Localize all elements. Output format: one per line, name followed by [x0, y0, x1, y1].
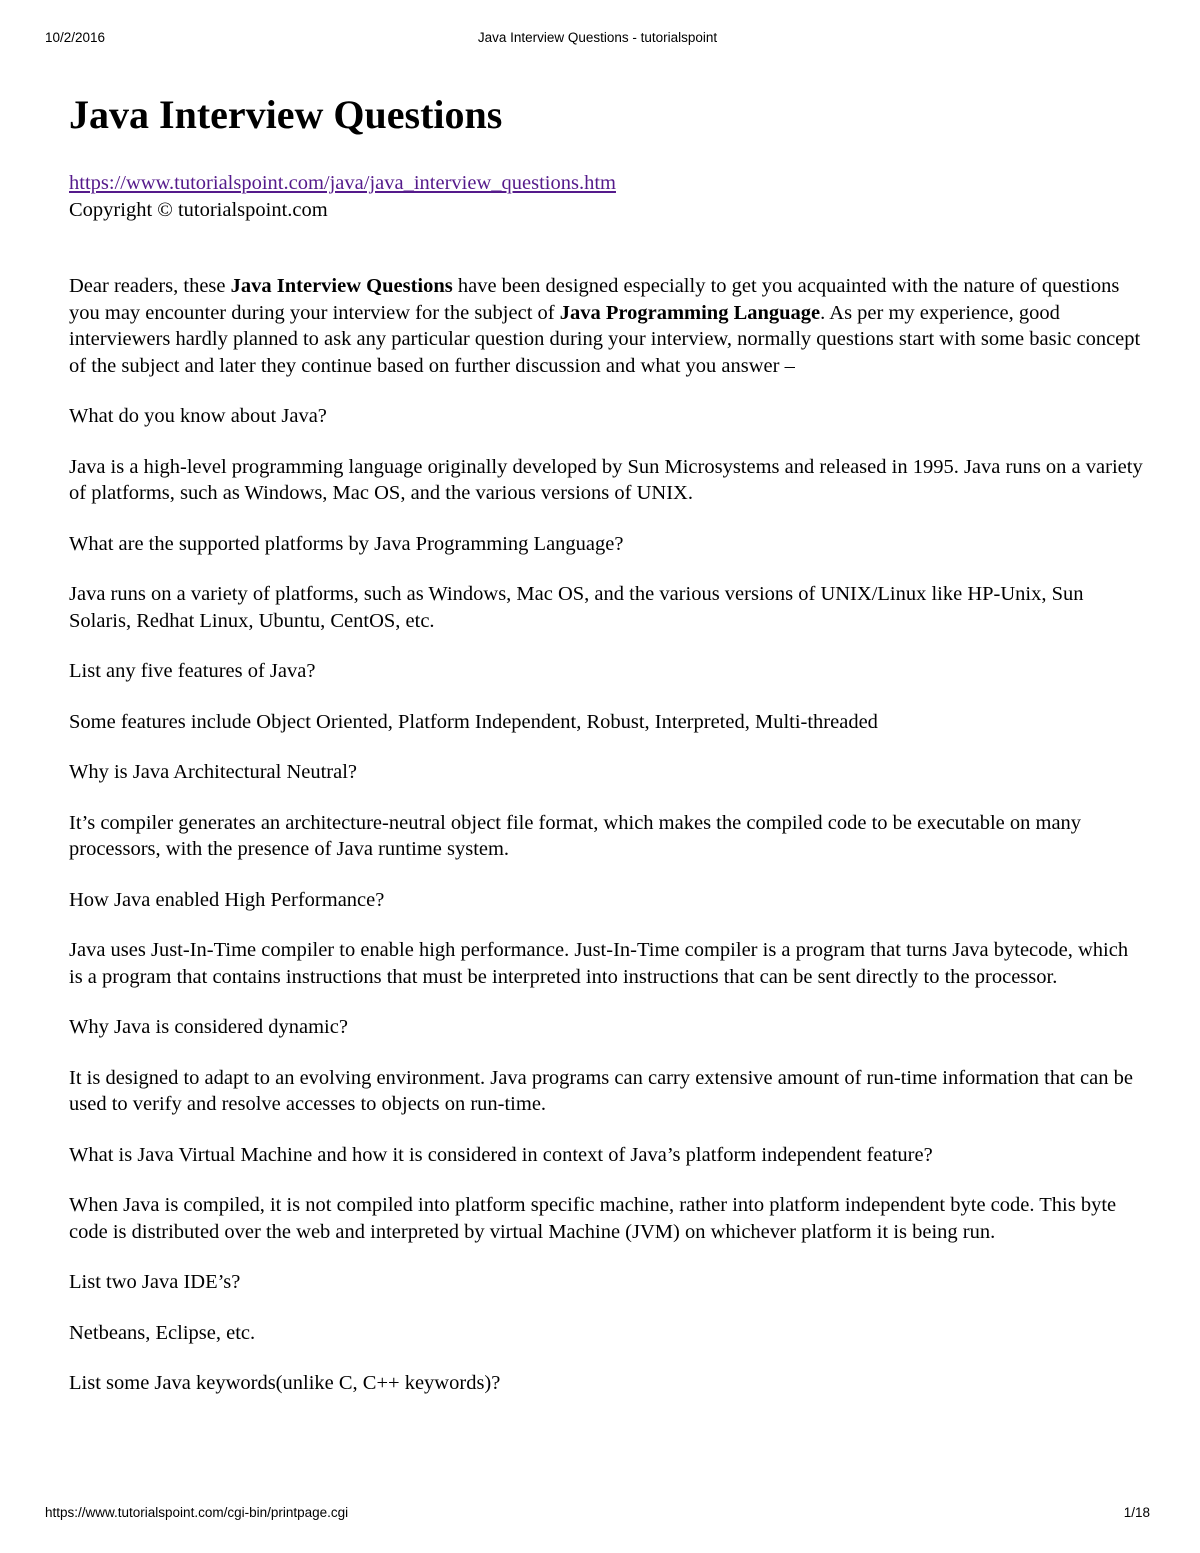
question: Why Java is considered dynamic? [69, 1016, 348, 1038]
answer: It is designed to adapt to an evolving environment. Java programs can carry extensive amount of run-time information that can be used to verify and resolve accesses to objects on run-time. [69, 1066, 1133, 1115]
intro-text-3: . As per my experience, good interviewers hardly planned to ask any particular question during your interview, normally questions start with some basic concept of the subject and later they continue based on further discussion and what you answer – [69, 301, 1141, 377]
question: List two Java IDE’s? [69, 1271, 241, 1293]
source-link[interactable]: https://www.tutorialspoint.com/java/java_interview_questions.htm [69, 172, 616, 194]
print-date: 10/2/2016 [45, 30, 106, 45]
print-url: https://www.tutorialspoint.com/cgi-bin/printpage.cgi [45, 1505, 349, 1520]
answer: Java uses Just-In-Time compiler to enable high performance. Just-In-Time compiler is a program that turns Java bytecode, which is a program that contains instructions that must be interpreted into instructions that can be sent directly to the processor. [69, 939, 1129, 988]
print-header [45, 30, 1150, 50]
answer: When Java is compiled, it is not compiled into platform specific machine, rather into platform independent byte code. This byte code is distributed over the web and interpreted by virtual Machine (JVM) on whichever platform it is being run. [69, 1194, 1117, 1243]
print-footer [45, 1505, 1150, 1525]
source-link-line [69, 170, 1144, 197]
intro-text-2: have been designed especially to get you acquainted with the nature of questions you may encounter during your interview for the subject of [69, 275, 1120, 324]
intro-text-1: Dear readers, these [69, 275, 231, 297]
copyright: Copyright © tutorialspoint.com [69, 198, 328, 221]
document-body [69, 90, 1144, 1421]
question: What is Java Virtual Machine and how it is considered in context of Java’s platform independent feature? [69, 1143, 933, 1166]
intro-bold-2: Java Programming Language [559, 301, 821, 324]
print-page-title: Java Interview Questions - tutorialspoint [477, 30, 718, 45]
intro-bold-1: Java Interview Questions [230, 275, 453, 297]
question: List any five features of Java? [69, 660, 316, 682]
answer: It’s compiler generates an architecture-neutral object file format, which makes the compiled code to be executable on many processors, with the presence of Java runtime system. [69, 811, 1082, 860]
answer: Some features include Object Oriented, Platform Independent, Robust, Interpreted, Multi-threaded [69, 710, 878, 733]
answer: Java is a high-level programming language originally developed by Sun Microsystems and released in 1995. Java runs on a variety of platforms, such as Windows, Mac OS, and the various versions of UNIX. [69, 455, 1143, 504]
question: List some Java keywords(unlike C, C++ keywords)? [69, 1372, 501, 1394]
page-number: 1/18 [1123, 1505, 1150, 1520]
question: How Java enabled High Performance? [69, 888, 385, 911]
question: Why is Java Architectural Neutral? [69, 761, 358, 783]
answer: Netbeans, Eclipse, etc. [69, 1321, 256, 1344]
question: What are the supported platforms by Java Programming Language? [69, 532, 624, 555]
page-title: Java Interview Questions [69, 92, 503, 137]
question: What do you know about Java? [69, 405, 327, 427]
intro-paragraph [69, 273, 1144, 379]
answer: Java runs on a variety of platforms, such as Windows, Mac OS, and the various versions of UNIX/Linux like HP-Unix, Sun Solaris, Redhat Linux, Ubuntu, CentOS, etc. [69, 583, 1084, 632]
